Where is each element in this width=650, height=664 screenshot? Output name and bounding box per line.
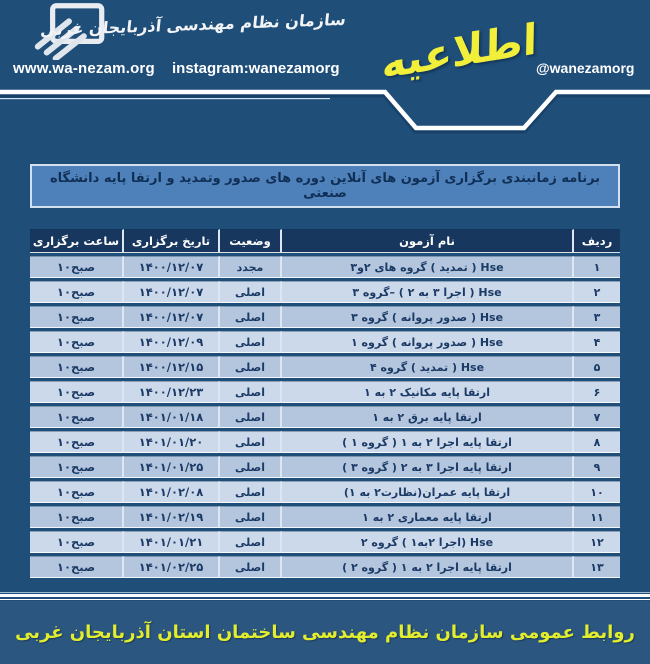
cell-date: ۱۴۰۰/۱۲/۰۷ <box>124 256 220 278</box>
cell-status: اصلی <box>220 431 282 453</box>
cell-row-number: ۴ <box>574 331 620 353</box>
table-row <box>30 381 620 403</box>
cell-row-number: ۱۰ <box>574 481 620 503</box>
table-row <box>30 256 620 278</box>
cell-row-number: ۲ <box>574 281 620 303</box>
cell-exam-name: ارتقا پایه اجرا ۳ به ۲ ( گروه ۳ ) <box>282 456 574 478</box>
cell-date: ۱۴۰۱/۰۲/۱۹ <box>124 506 220 528</box>
table-row <box>30 331 620 353</box>
column-header-exam-name: نام آزمون <box>282 229 574 253</box>
cell-status: اصلی <box>220 481 282 503</box>
cell-time: ۱۰صبح <box>30 406 124 428</box>
cell-status: اصلی <box>220 281 282 303</box>
cell-exam-name: Hse (اجرا ۲به۱ ) گروه ۲ <box>282 531 574 553</box>
organization-name-calligraphy: سازمان نظام مهندسی آذربایجان غربی <box>39 9 347 40</box>
cell-status: اصلی <box>220 306 282 328</box>
cell-date: ۱۴۰۰/۱۲/۰۷ <box>124 281 220 303</box>
table-row <box>30 456 620 478</box>
footer-band <box>0 601 650 664</box>
column-header-date: تاریخ برگزاری <box>124 229 220 253</box>
cell-row-number: ۷ <box>574 406 620 428</box>
cell-date: ۱۴۰۰/۱۲/۱۵ <box>124 356 220 378</box>
table-row <box>30 356 620 378</box>
website-url: www.wa-nezam.org <box>13 60 155 77</box>
cell-status: اصلی <box>220 506 282 528</box>
social-handle: @wanezamorg <box>536 60 635 76</box>
cell-row-number: ۱۳ <box>574 556 620 578</box>
cell-row-number: ۳ <box>574 306 620 328</box>
cell-row-number: ۵ <box>574 356 620 378</box>
cell-time: ۱۰صبح <box>30 356 124 378</box>
cell-exam-name: ارتقا پایه عمران(نظارت۲ به ۱) <box>282 481 574 503</box>
cell-time: ۱۰صبح <box>30 531 124 553</box>
cell-date: ۱۴۰۱/۰۲/۰۸ <box>124 481 220 503</box>
cell-exam-name: ارتقا پایه برق ۲ به ۱ <box>282 406 574 428</box>
exam-schedule-table <box>30 226 620 581</box>
cell-time: ۱۰صبح <box>30 256 124 278</box>
cell-time: ۱۰صبح <box>30 331 124 353</box>
ribbon-line-decoration <box>0 82 650 138</box>
table-row <box>30 531 620 553</box>
cell-status: اصلی <box>220 381 282 403</box>
cell-row-number: ۱۲ <box>574 531 620 553</box>
cell-row-number: ۱ <box>574 256 620 278</box>
cell-exam-name: ارتقا پایه اجرا ۲ به ۱ ( گروه ۱ ) <box>282 431 574 453</box>
cell-date: ۱۴۰۱/۰۱/۲۰ <box>124 431 220 453</box>
footer-separator-line <box>0 592 650 593</box>
table-header-row <box>30 229 620 253</box>
cell-status: اصلی <box>220 406 282 428</box>
cell-row-number: ۹ <box>574 456 620 478</box>
footer-separator-line <box>0 599 650 600</box>
cell-exam-name: Hse ( اجرا ۳ به ۲ ) –گروه ۳ <box>282 281 574 303</box>
table-row <box>30 556 620 578</box>
cell-row-number: ۶ <box>574 381 620 403</box>
table-row <box>30 506 620 528</box>
cell-date: ۱۴۰۱/۰۱/۲۵ <box>124 456 220 478</box>
table-row <box>30 431 620 453</box>
announcement-banner-word: اطلاعیه <box>381 13 538 89</box>
cell-time: ۱۰صبح <box>30 506 124 528</box>
cell-date: ۱۴۰۰/۱۲/۰۷ <box>124 306 220 328</box>
cell-exam-name: ارتقا پایه معماری ۲ به ۱ <box>282 506 574 528</box>
cell-exam-name: ارتقا پایه مکانیک ۲ به ۱ <box>282 381 574 403</box>
cell-time: ۱۰صبح <box>30 381 124 403</box>
cell-time: ۱۰صبح <box>30 481 124 503</box>
cell-date: ۱۴۰۱/۰۱/۲۱ <box>124 531 220 553</box>
cell-date: ۱۴۰۰/۱۲/۲۳ <box>124 381 220 403</box>
table-row <box>30 406 620 428</box>
cell-time: ۱۰صبح <box>30 306 124 328</box>
footer-separator-line <box>0 594 650 597</box>
cell-exam-name: Hse ( صدور پروانه ) گروه ۱ <box>282 331 574 353</box>
schedule-title: برنامه زمانبندی برگزاری آزمون های آنلاین دوره های صدور وتمدید و ارتقا پایه دانشگاه صنعتی <box>30 164 620 208</box>
cell-status: اصلی <box>220 356 282 378</box>
cell-date: ۱۴۰۰/۱۲/۰۹ <box>124 331 220 353</box>
cell-time: ۱۰صبح <box>30 456 124 478</box>
cell-time: ۱۰صبح <box>30 281 124 303</box>
table-row <box>30 281 620 303</box>
cell-exam-name: Hse ( تمدید ) گروه ۴ <box>282 356 574 378</box>
column-header-time: ساعت برگزاری <box>30 229 124 253</box>
column-header-row-number: ردیف <box>574 229 620 253</box>
cell-status: اصلی <box>220 331 282 353</box>
cell-exam-name: Hse ( تمدید ) گروه های ۲و۳ <box>282 256 574 278</box>
column-header-status: وضعیت <box>220 229 282 253</box>
cell-date: ۱۴۰۱/۰۲/۲۵ <box>124 556 220 578</box>
cell-time: ۱۰صبح <box>30 431 124 453</box>
cell-exam-name: ارتقا پایه اجرا ۲ به ۱ ( گروه ۲ ) <box>282 556 574 578</box>
instagram-handle: instagram:wanezamorg <box>172 60 340 77</box>
table-row <box>30 306 620 328</box>
cell-exam-name: Hse ( صدور پروانه ) گروه ۳ <box>282 306 574 328</box>
cell-status: اصلی <box>220 556 282 578</box>
footer-public-relations-text: روابط عمومی سازمان نظام مهندسی ساختمان استان آذربایجان غربی <box>15 622 635 643</box>
cell-status: اصلی <box>220 456 282 478</box>
cell-status: اصلی <box>220 531 282 553</box>
cell-status: مجدد <box>220 256 282 278</box>
cell-row-number: ۱۱ <box>574 506 620 528</box>
cell-time: ۱۰صبح <box>30 556 124 578</box>
cell-row-number: ۸ <box>574 431 620 453</box>
table-row <box>30 481 620 503</box>
cell-date: ۱۴۰۱/۰۱/۱۸ <box>124 406 220 428</box>
